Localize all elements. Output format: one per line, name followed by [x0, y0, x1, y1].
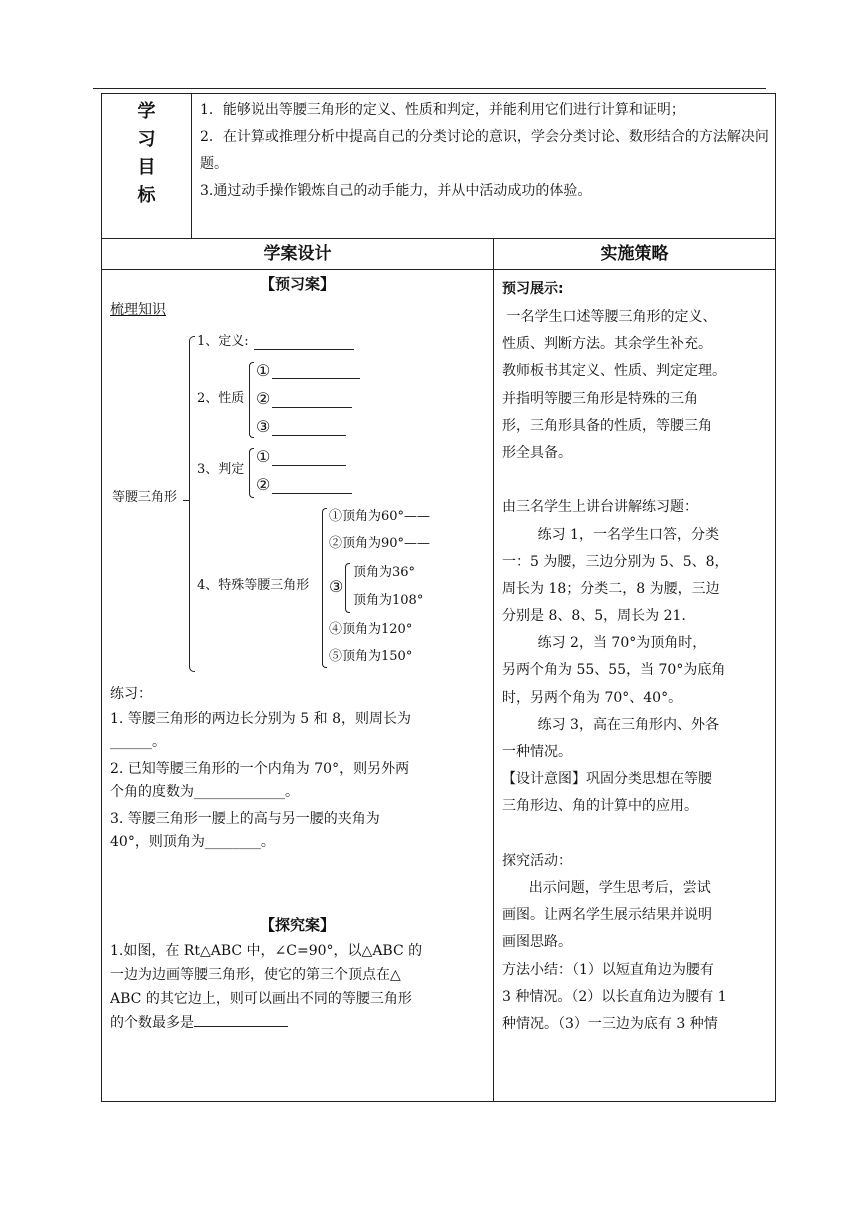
goal-item: 3.通过动手操作锻炼自己的动手能力，并从中活动成功的体验。 [200, 183, 592, 199]
strategy-line: 时，另两个角为 70°、40°。 [502, 689, 683, 706]
strategy-line: 三角形边、角的计算中的应用。 [502, 798, 698, 815]
blank-def [254, 337, 354, 350]
explore-line: 的个数最多是 [110, 1015, 194, 1031]
explore-line: 1.如图，在 Rt△ABC 中，∠C=90°，以△ABC 的 [110, 943, 423, 959]
strategy-line: 性质、判断方法。其余学生补充。 [502, 336, 712, 353]
strategy-line: 教师板书其定义、性质、判定定理。 [502, 363, 726, 380]
strategy-line: 探究活动： [502, 852, 572, 869]
judge-item: ① [256, 447, 271, 466]
explore-block [110, 939, 490, 1035]
practice-block [110, 683, 490, 854]
tree-prop: 2、性质 [197, 391, 245, 406]
special-sub-item: 顶角为36° [353, 565, 416, 580]
strategy-line: 形，三角形具备的性质，等腰三角 [502, 417, 712, 434]
strategy-line: 3 种情况。（2）以长直角边为腰有 1 [502, 988, 727, 1005]
practice-line: 40°，则顶角为________。 [110, 834, 275, 850]
tree-def: 1、定义: [197, 334, 249, 349]
goals-label-char: 学 [137, 101, 156, 122]
prop-brace [249, 362, 254, 438]
special-item: ②顶角为90°—— [329, 536, 431, 551]
strategy-line: 练习 2，当 70°为顶角时， [502, 635, 707, 652]
blank-judge-1 [272, 453, 346, 466]
preview-show-title: 预习展示: [502, 281, 564, 297]
strategy-line: 练习 1，一名学生口答，分类 [502, 526, 719, 543]
practice-line: ______。 [110, 734, 166, 750]
special-item-3-marker: ③ [329, 577, 344, 596]
prop-item: ② [256, 389, 271, 408]
goals-label-char: 习 [137, 129, 156, 150]
special-item: ①顶角为60°—— [329, 509, 431, 524]
explore-title: 【探究案】 [259, 916, 335, 934]
strategy-line: 出示问题，学生思考后，尝试 [502, 879, 711, 896]
practice-title: 练习： [110, 686, 152, 702]
strategy-line: 画图思路。 [502, 934, 572, 951]
column-header-design: 学案设计 [263, 244, 332, 264]
goal-item: 1．能够说出等腰三角形的定义、性质和判定，并能利用它们进行计算和证明； [200, 102, 685, 118]
special-item: ⑤顶角为150° [329, 649, 413, 664]
comb-label: 梳理知识 [110, 302, 166, 318]
tree-special: 4、特殊等腰三角形 [197, 578, 310, 593]
goals-label [101, 98, 192, 210]
special-item: ④顶角为120° [329, 622, 413, 637]
strategy-line: 并指明等腰三角形是特殊的三角 [502, 390, 698, 407]
strategy-line: 形全具备。 [502, 444, 572, 461]
blank-prop-3 [272, 423, 346, 436]
strategy-line [502, 821, 772, 848]
strategy-line: 一种情况。 [502, 744, 572, 760]
explore-line: 一边为边画等腰三角形，使它的第三个顶点在△ [110, 967, 401, 983]
strategy-text [502, 304, 772, 1038]
strategy-line: 由三名学生上讲台讲解练习题： [502, 499, 698, 516]
main-brace-tip [183, 500, 189, 501]
strategy-line: 画图。让两名学生展示结果并说明 [502, 907, 712, 924]
explore-answer-blank [194, 1014, 288, 1027]
goal-item: 2．在计算或推理分析中提高自己的分类讨论的意识，学会分类讨论、数形结合的方法解决问题。 [200, 129, 769, 172]
preview-title: 【预习案】 [259, 275, 335, 293]
goals-label-char: 目 [137, 157, 156, 178]
practice-line: 1. 等腰三角形的两边长分别为 5 和 8，则周长为 [110, 711, 411, 727]
tree-root: 等腰三角形 [112, 490, 178, 505]
strategy-line: 分别是 8、8、5，周长为 21. [502, 608, 686, 625]
strategy-line: 方法小结：（1）以短直角边为腰有 [502, 961, 714, 978]
strategy-line: 种情况。（3）一三边为底有 3 种情 [502, 1015, 718, 1032]
column-header-strategy: 实施策略 [600, 244, 669, 264]
special-sub-item: 顶角为108° [353, 593, 424, 608]
special-sub-brace [345, 563, 350, 613]
practice-line: 3. 等腰三角形一腰上的高与另一腰的夹角为 [110, 811, 380, 827]
blank-prop-1 [272, 366, 360, 379]
header-rule [93, 88, 766, 89]
goals-text [200, 97, 770, 205]
explore-line: ABC 的其它边上，则可以画出不同的等腰三角形 [110, 991, 412, 1007]
strategy-line: 练习 3，高在三角形内、外各 [502, 716, 719, 733]
strategy-line: 另两个角为 55、55，当 70°为底角 [502, 662, 726, 679]
strategy-line: 一：5 为腰，三边分别为 5、5、8， [502, 553, 729, 570]
main-brace [189, 336, 195, 672]
practice-line: 2. 已知等腰三角形的一个内角为 70°，则另外两 [110, 761, 410, 777]
blank-prop-2 [272, 395, 352, 408]
judge-brace [249, 448, 254, 498]
tree-judge: 3、判定 [197, 462, 245, 477]
strategy-line: 周长为 18；分类二，8 为腰，三边 [502, 580, 720, 597]
practice-line: 个角的度数为_____________。 [110, 784, 299, 800]
strategy-line: 【设计意图】巩固分类思想在等腰 [502, 771, 712, 788]
judge-item: ② [256, 475, 271, 494]
goals-label-char: 标 [137, 185, 156, 206]
strategy-line: 一名学生口述等腰三角形的定义、 [502, 309, 717, 325]
blank-judge-2 [272, 481, 352, 494]
prop-item: ① [256, 361, 271, 380]
strategy-line [502, 467, 772, 494]
prop-item: ③ [256, 417, 271, 436]
special-brace [322, 508, 327, 668]
